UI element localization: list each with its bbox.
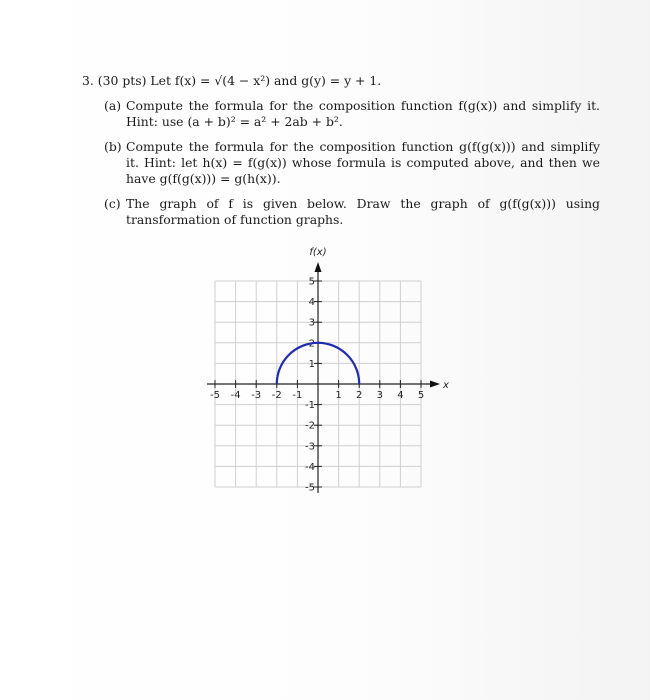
x-tick-label: -1: [292, 390, 303, 401]
x-tick-label: 4: [397, 390, 404, 401]
x-tick-label: 2: [356, 390, 363, 401]
y-tick-label: -5: [305, 482, 315, 494]
part-a-text: Compute the formula for the composition function f(g(x)) and simplify it. Hint: use (a + b)² = a² + 2ab + b².: [126, 98, 600, 129]
y-tick-label: 3: [308, 317, 315, 329]
x-tick-label: -5: [210, 390, 220, 401]
part-b-text: Compute the formula for the composition function g(f(g(x))) and simplify it. Hint: let h(x) = f(g(x)) whose formula is computed above, and then we have g(f(g(x))) = g(h(x)).: [126, 139, 600, 186]
y-tick-label: 5: [308, 276, 315, 288]
y-tick-label: -4: [305, 461, 315, 473]
x-tick-label: 3: [376, 390, 383, 401]
y-tick-label: 2: [308, 338, 315, 350]
y-tick-label: 1: [308, 358, 315, 370]
x-tick-label: -4: [230, 390, 241, 401]
x-tick-label: 5: [417, 390, 425, 401]
y-tick-label: 4: [308, 297, 315, 309]
x-tick-label: -3: [251, 390, 262, 401]
part-b-label: (b): [104, 139, 122, 154]
x-axis-arrow: [430, 381, 440, 388]
problem-statement: Let f(x) = √(4 − x²) and g(y) = y + 1.: [150, 73, 382, 88]
part-a-label: (a): [104, 98, 122, 113]
x-tick-label: 1: [335, 390, 342, 401]
y-tick-label: -3: [305, 441, 315, 453]
y-tick-label: -1: [305, 400, 315, 412]
part-c-label: (c): [104, 196, 121, 211]
y-axis-arrow: [315, 262, 322, 272]
x-tick-label: -2: [271, 390, 282, 401]
x-axis-label: x: [443, 380, 449, 391]
problem-number: 3.: [82, 73, 94, 88]
problem-points: (30 pts): [97, 73, 147, 88]
part-c-text: The graph of f is given below. Draw the graph of g(f(g(x))) using transformation of function graphs.: [126, 196, 600, 227]
y-tick-label: -2: [305, 420, 315, 432]
y-axis-label: f(x): [309, 247, 327, 258]
